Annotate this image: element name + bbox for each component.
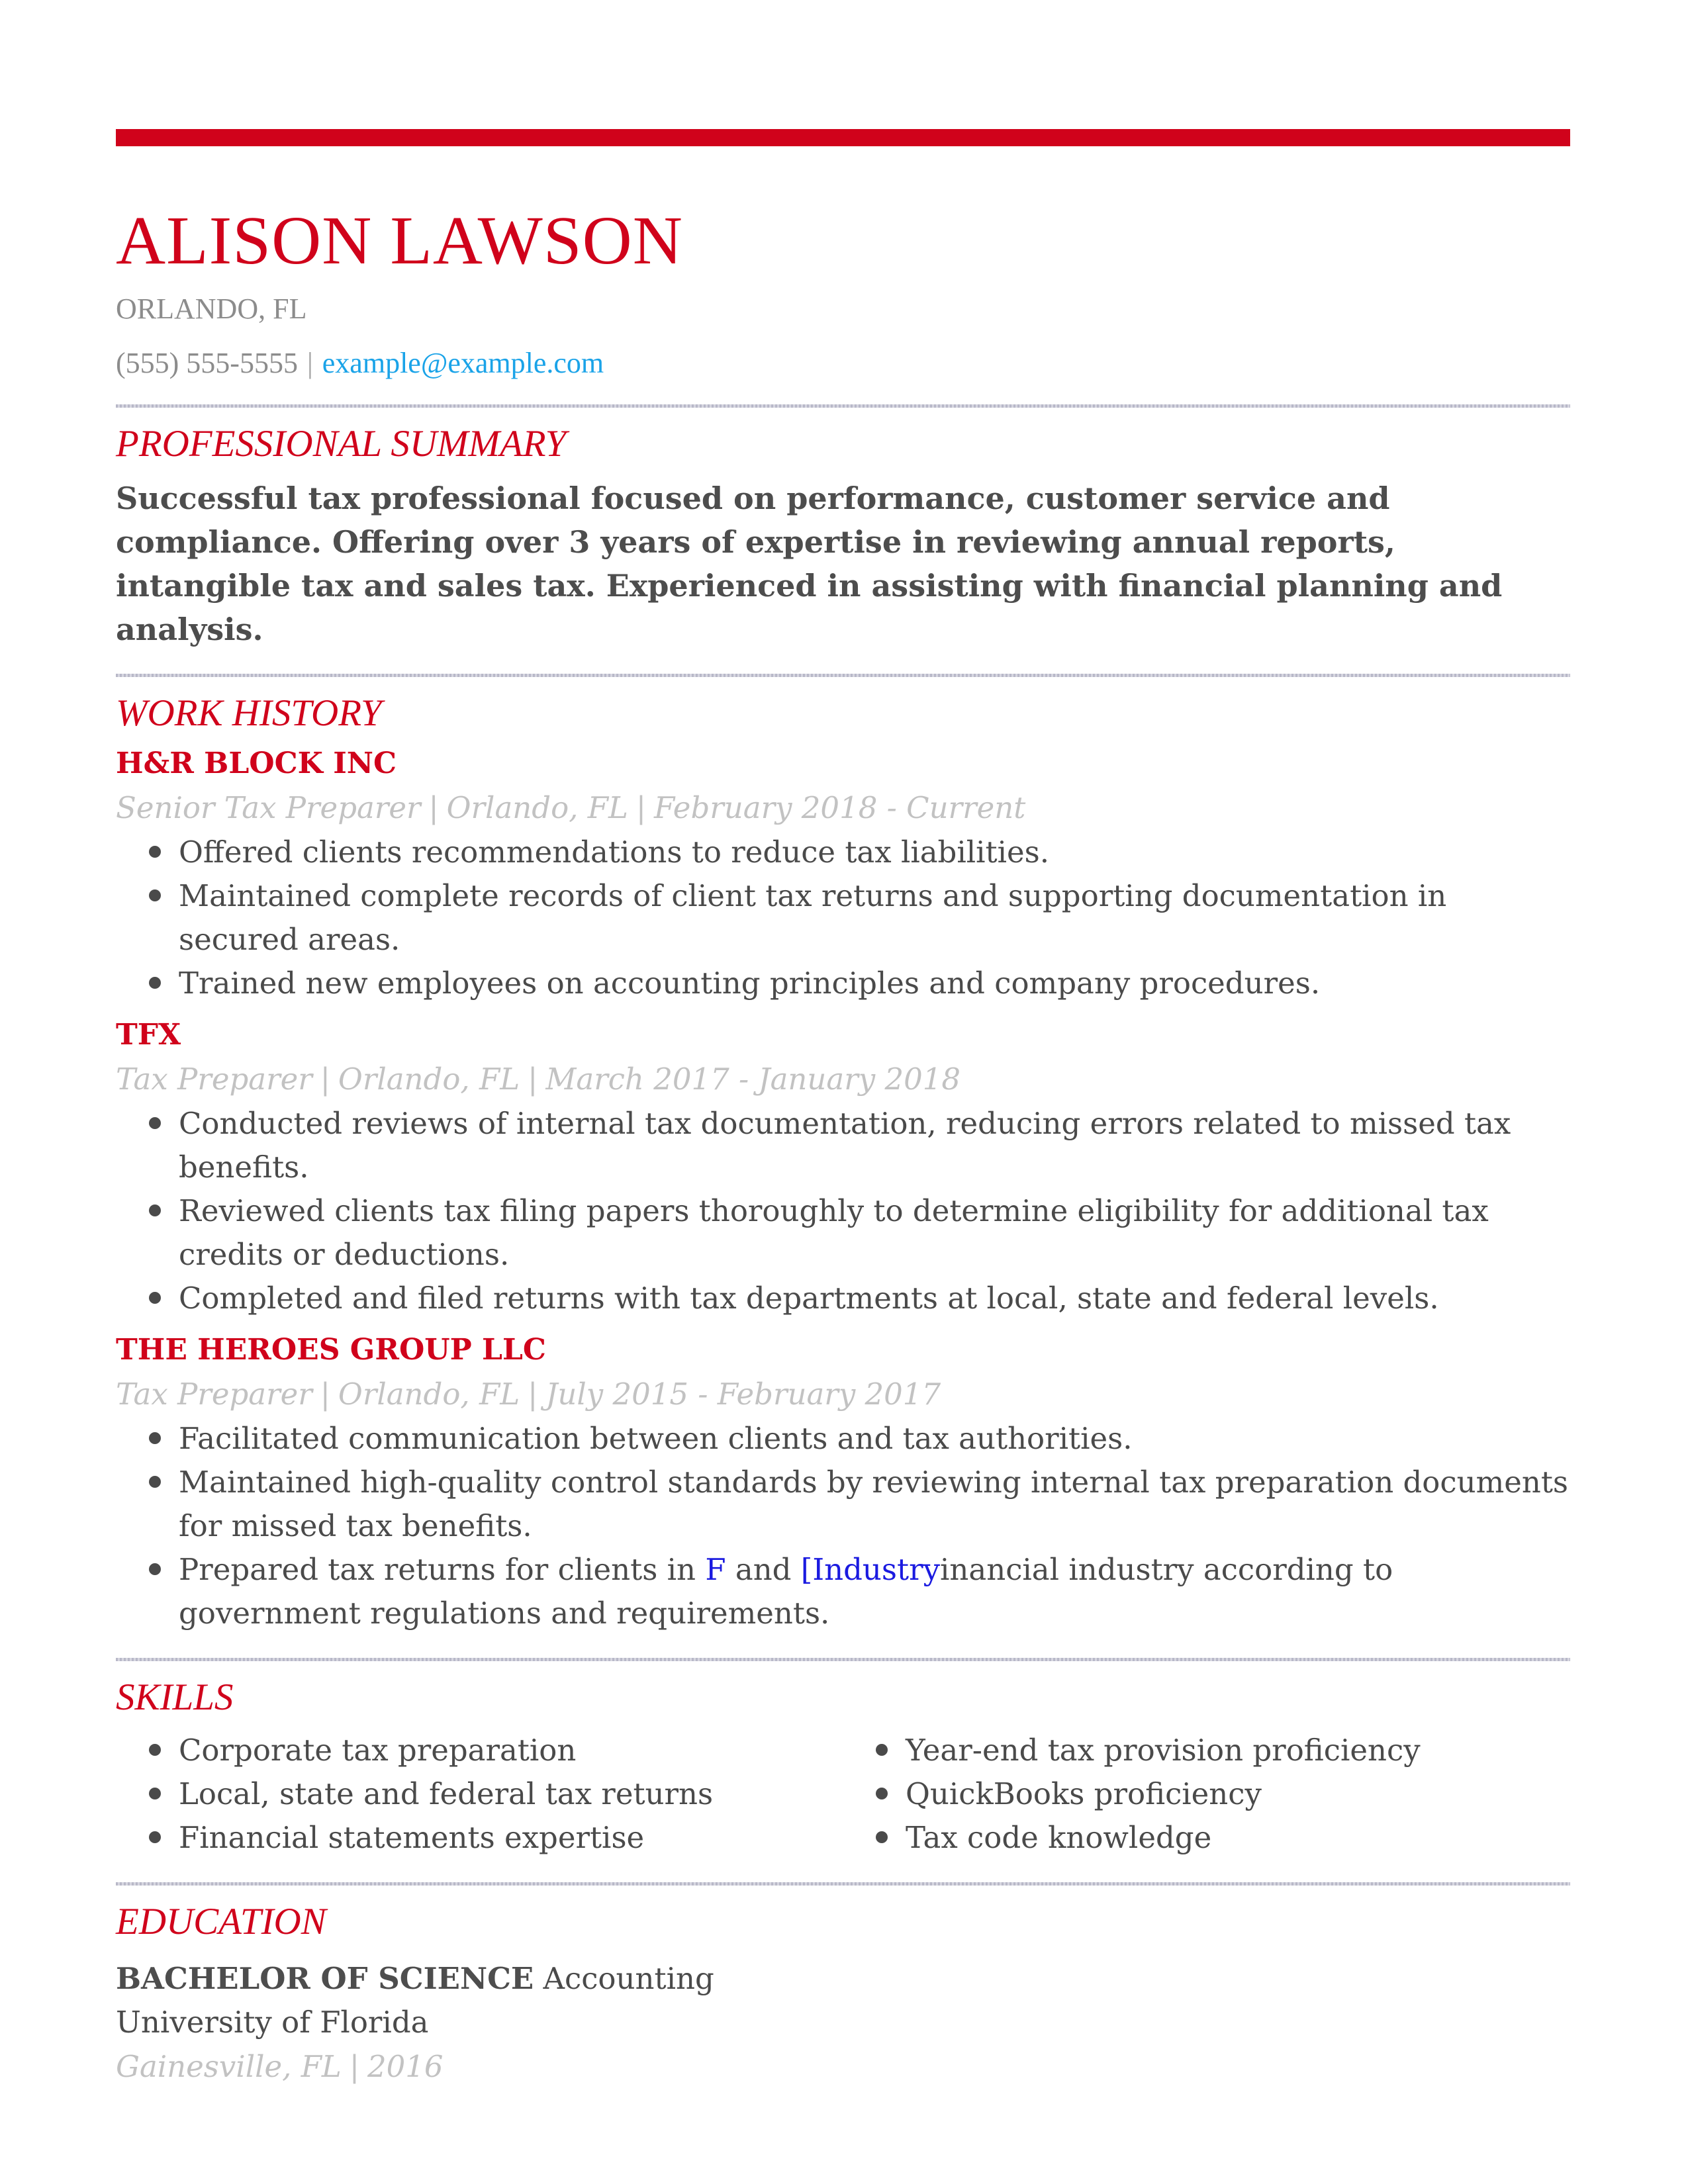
bullet-text: Maintained complete records of client tax returns and supporting documentation in secured areas. <box>179 878 1447 957</box>
skill-text: Tax code knowledge <box>906 1820 1212 1855</box>
list-item <box>116 1816 843 1860</box>
list-item <box>116 1277 1570 1320</box>
bullet-icon <box>149 1117 161 1129</box>
bullet-icon <box>149 846 161 858</box>
bullet-text: Offered clients recommendations to reduce tax liabilities. <box>179 835 1050 870</box>
skills-columns <box>116 1729 1570 1860</box>
bullet-icon <box>149 1292 161 1304</box>
list-item <box>116 1548 1570 1635</box>
accent-bar <box>116 129 1570 146</box>
list-item <box>843 1816 1570 1860</box>
phone-number: (555) 555-5555 <box>116 347 298 379</box>
job-meta <box>116 1372 1570 1417</box>
school-location: Gainesville, FL <box>116 2049 342 2084</box>
school-name: University of Florida <box>116 2005 429 2040</box>
skill-text: Financial statements expertise <box>179 1820 645 1855</box>
bullet-icon <box>876 1831 888 1843</box>
meta-separator: | <box>320 1062 330 1097</box>
contact-line <box>116 345 1570 382</box>
resume-page <box>116 129 1570 2089</box>
job-dates: February 2018 - Current <box>654 790 1026 825</box>
summary-heading: PROFESSIONAL SUMMARY <box>116 423 567 465</box>
list-item <box>116 1189 1570 1277</box>
list-item <box>116 1461 1570 1548</box>
job-location: Orlando, FL <box>446 790 628 825</box>
job-meta <box>116 786 1570 831</box>
list-item <box>116 1772 843 1816</box>
job-entry <box>116 742 1570 1005</box>
bullet-text: Prepared tax returns for clients in F and [Industryinancial industry according to government regulations and requirements. <box>179 1552 1393 1631</box>
skills-left-column <box>116 1729 843 1860</box>
company-name: H&R BLOCK INC <box>116 747 397 780</box>
section-divider <box>116 1882 1570 1886</box>
job-location: Orlando, FL <box>338 1377 520 1412</box>
education-meta <box>116 2044 1570 2089</box>
candidate-location: ORLANDO, FL <box>116 293 307 325</box>
section-divider <box>116 1658 1570 1661</box>
bullet-icon <box>876 1788 888 1799</box>
company-name: THE HEROES GROUP LLC <box>116 1333 546 1367</box>
skill-text: Local, state and federal tax returns <box>179 1776 714 1811</box>
work-history-heading: WORK HISTORY <box>116 692 382 734</box>
meta-separator: | <box>349 2049 359 2084</box>
list-item <box>116 1729 843 1772</box>
job-bullets <box>116 1102 1570 1320</box>
bullet-text: Maintained high-quality control standards by reviewing internal tax preparation documents for missed tax benefits. <box>179 1465 1569 1543</box>
skill-text: QuickBooks proficiency <box>906 1776 1262 1811</box>
skills-heading: SKILLS <box>116 1676 234 1718</box>
list-item <box>116 1417 1570 1461</box>
bullet-icon <box>149 889 161 901</box>
email-link[interactable]: example@example.com <box>322 347 604 379</box>
placeholder-link[interactable]: [Industry <box>800 1552 941 1587</box>
meta-separator: | <box>528 1062 538 1097</box>
job-dates: July 2015 - February 2017 <box>545 1377 941 1412</box>
skill-text: Corporate tax preparation <box>179 1733 577 1768</box>
bullet-text: Facilitated communication between clients and tax authorities. <box>179 1421 1133 1456</box>
job-entry <box>116 1013 1570 1320</box>
job-bullets <box>116 1417 1570 1635</box>
job-bullets <box>116 831 1570 1005</box>
candidate-name: ALISON LAWSON <box>116 203 683 279</box>
bullet-icon <box>149 1205 161 1216</box>
job-role: Senior Tax Preparer <box>116 790 421 825</box>
list-item <box>116 874 1570 962</box>
meta-separator: | <box>428 790 439 825</box>
section-divider <box>116 674 1570 677</box>
job-location: Orlando, FL <box>338 1062 520 1097</box>
graduation-year: 2016 <box>367 2049 444 2084</box>
job-role: Tax Preparer <box>116 1377 312 1412</box>
summary-text: Successful tax professional focused on performance, customer service and compliance. Offering over 3 years of expertise in reviewing annual reports, intangible tax and sales tax. Experienced in assisting with financial planning and analysis. <box>116 480 1503 647</box>
skills-right-column <box>843 1729 1570 1860</box>
list-item <box>843 1729 1570 1772</box>
degree-name: BACHELOR OF SCIENCE <box>116 1961 534 1996</box>
bullet-icon <box>149 1831 161 1843</box>
job-meta <box>116 1057 1570 1102</box>
bullet-icon <box>149 1788 161 1799</box>
job-role: Tax Preparer <box>116 1062 312 1097</box>
meta-separator: | <box>528 1377 538 1412</box>
placeholder-link[interactable]: F <box>705 1552 726 1587</box>
bullet-icon <box>149 1563 161 1575</box>
job-entry <box>116 1328 1570 1635</box>
bullet-icon <box>149 977 161 989</box>
bullet-icon <box>876 1744 888 1756</box>
education-heading: EDUCATION <box>116 1901 326 1942</box>
bullet-text: Completed and filed returns with tax departments at local, state and federal levels. <box>179 1281 1439 1316</box>
meta-separator: | <box>635 790 647 825</box>
list-item <box>843 1772 1570 1816</box>
list-item <box>116 831 1570 874</box>
bullet-icon <box>149 1476 161 1488</box>
bullet-text: Conducted reviews of internal tax documentation, reducing errors related to missed tax benefits. <box>179 1106 1511 1185</box>
list-item <box>116 1102 1570 1189</box>
skill-text: Year-end tax provision proficiency <box>906 1733 1421 1768</box>
bullet-icon <box>149 1432 161 1444</box>
degree-line <box>116 1957 1570 2001</box>
bullet-text: Reviewed clients tax filing papers thoroughly to determine eligibility for additional tax credits or deductions. <box>179 1193 1489 1272</box>
bullet-text: Trained new employees on accounting principles and company procedures. <box>179 966 1321 1001</box>
degree-field: Accounting <box>543 1961 714 1996</box>
company-name: TFX <box>116 1018 181 1052</box>
list-item <box>116 962 1570 1005</box>
bullet-icon <box>149 1744 161 1756</box>
job-dates: March 2017 - January 2018 <box>545 1062 961 1097</box>
contact-separator: | <box>306 347 313 379</box>
section-divider <box>116 404 1570 408</box>
meta-separator: | <box>320 1377 330 1412</box>
